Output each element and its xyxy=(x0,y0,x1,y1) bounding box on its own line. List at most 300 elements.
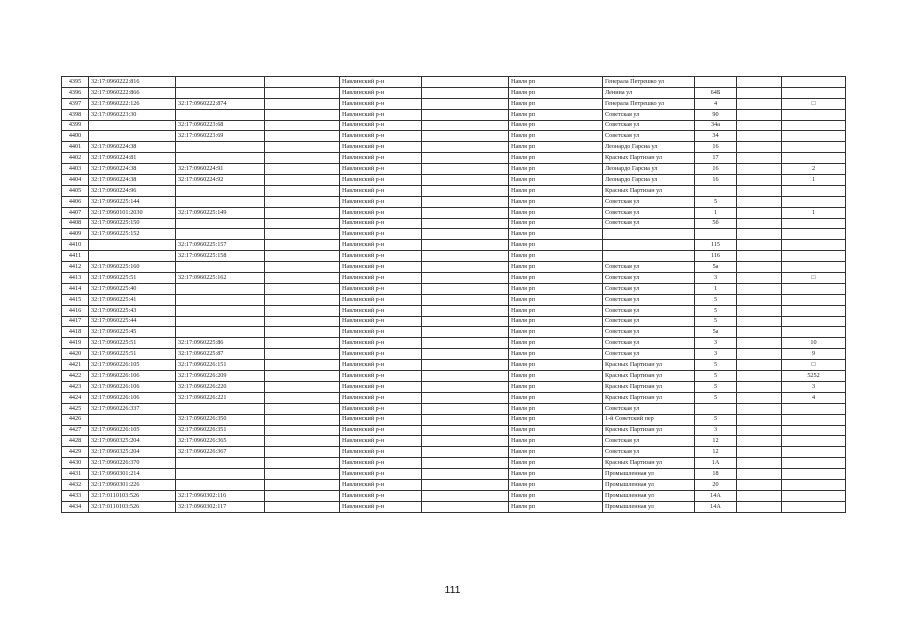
table-cell xyxy=(422,109,509,120)
table-cell xyxy=(176,229,265,240)
table-cell xyxy=(422,381,509,392)
table-cell xyxy=(737,469,782,480)
table-cell: Навля рп xyxy=(509,98,603,109)
table-cell xyxy=(176,469,265,480)
table-cell: 5 xyxy=(695,381,737,392)
table-cell xyxy=(737,87,782,98)
table-cell: 32:17:0960226:337 xyxy=(89,403,176,414)
table-cell: 4396 xyxy=(62,87,89,98)
table-cell xyxy=(422,316,509,327)
table-cell xyxy=(737,327,782,338)
table-cell xyxy=(782,458,846,469)
table-cell: 4400 xyxy=(62,131,89,142)
table-cell: Навлинский р-н xyxy=(340,196,422,207)
table-cell xyxy=(737,153,782,164)
table-cell: 4399 xyxy=(62,120,89,131)
table-cell: □ xyxy=(782,360,846,371)
table-cell: 4421 xyxy=(62,360,89,371)
table-cell: Навля рп xyxy=(509,479,603,490)
table-row xyxy=(62,479,846,490)
table-cell: Навлинский р-н xyxy=(340,153,422,164)
table-cell: 4407 xyxy=(62,207,89,218)
table-cell: 4402 xyxy=(62,153,89,164)
table-cell: 32:17:0960222:866 xyxy=(89,87,176,98)
table-cell: 32:17:0960223:68 xyxy=(176,120,265,131)
table-cell: Советская ул xyxy=(603,316,695,327)
table-row xyxy=(62,120,846,131)
table-cell: 4418 xyxy=(62,327,89,338)
table-cell xyxy=(422,153,509,164)
table-cell: 4417 xyxy=(62,316,89,327)
table-row xyxy=(62,196,846,207)
table-cell: 32:17:0960225:51 xyxy=(89,338,176,349)
table-cell xyxy=(782,77,846,88)
table-cell: 5 xyxy=(695,316,737,327)
table-cell: 32:17:0960224:96 xyxy=(89,185,176,196)
table-cell: Советская ул xyxy=(603,283,695,294)
table-cell xyxy=(782,436,846,447)
table-cell xyxy=(737,77,782,88)
table-cell: Навля рп xyxy=(509,87,603,98)
table-cell xyxy=(176,316,265,327)
table-cell xyxy=(782,294,846,305)
table-cell xyxy=(782,479,846,490)
table-cell xyxy=(782,305,846,316)
table-cell: Навлинский р-н xyxy=(340,349,422,360)
table-cell: 4404 xyxy=(62,175,89,186)
table-cell: 4409 xyxy=(62,229,89,240)
table-cell: Навлинский р-н xyxy=(340,109,422,120)
table-cell: Навля рп xyxy=(509,294,603,305)
table-cell: Советская ул xyxy=(603,218,695,229)
table-cell: 3 xyxy=(695,349,737,360)
table-cell xyxy=(737,316,782,327)
table-cell: 64Б xyxy=(695,87,737,98)
table-cell: 12 xyxy=(695,447,737,458)
table-row xyxy=(62,262,846,273)
table-cell xyxy=(737,196,782,207)
table-cell: Навлинский р-н xyxy=(340,436,422,447)
table-cell xyxy=(737,349,782,360)
table-cell: 32:17:0960101:2030 xyxy=(89,207,176,218)
table-cell: 4415 xyxy=(62,294,89,305)
table-cell xyxy=(422,262,509,273)
table-cell xyxy=(422,87,509,98)
table-cell: 32:17:0960226:105 xyxy=(89,360,176,371)
table-cell xyxy=(265,436,340,447)
table-cell xyxy=(265,240,340,251)
table-cell xyxy=(265,251,340,262)
table-cell xyxy=(422,490,509,501)
table-row xyxy=(62,294,846,305)
table-row xyxy=(62,447,846,458)
table-cell xyxy=(176,262,265,273)
table-cell xyxy=(737,175,782,186)
table-cell xyxy=(782,109,846,120)
table-cell xyxy=(422,283,509,294)
table-cell xyxy=(422,294,509,305)
table-cell: Навля рп xyxy=(509,392,603,403)
table-cell: Навлинский р-н xyxy=(340,403,422,414)
table-cell xyxy=(422,403,509,414)
table-cell: 3 xyxy=(695,273,737,284)
table-cell: 32:17:0960226:220 xyxy=(176,381,265,392)
page-number: 111 xyxy=(444,584,461,596)
table-row xyxy=(62,164,846,175)
table-cell: 5252 xyxy=(782,371,846,382)
table-cell xyxy=(422,164,509,175)
table-cell: 32:17:0960301:226 xyxy=(89,479,176,490)
table-cell xyxy=(176,142,265,153)
table-cell: Навля рп xyxy=(509,490,603,501)
table-cell: 4419 xyxy=(62,338,89,349)
table-cell xyxy=(265,142,340,153)
table-cell xyxy=(603,251,695,262)
table-cell xyxy=(782,327,846,338)
table-cell xyxy=(265,77,340,88)
table-cell xyxy=(422,305,509,316)
table-cell: Навлинский р-н xyxy=(340,458,422,469)
table-cell xyxy=(422,77,509,88)
table-cell xyxy=(737,305,782,316)
table-cell xyxy=(782,120,846,131)
table-cell xyxy=(782,218,846,229)
table-cell xyxy=(422,479,509,490)
table-cell: Советская ул xyxy=(603,305,695,316)
table-cell: Навля рп xyxy=(509,469,603,480)
table-row xyxy=(62,142,846,153)
table-cell: 4414 xyxy=(62,283,89,294)
table-cell xyxy=(265,207,340,218)
table-cell: 4405 xyxy=(62,185,89,196)
table-row xyxy=(62,131,846,142)
table-cell: Навля рп xyxy=(509,218,603,229)
table-cell xyxy=(737,164,782,175)
table-cell: Советская ул xyxy=(603,120,695,131)
table-cell xyxy=(422,273,509,284)
table-cell xyxy=(265,153,340,164)
table-cell xyxy=(782,262,846,273)
table-cell xyxy=(265,283,340,294)
table-cell: Красных Партизан ул xyxy=(603,381,695,392)
table-cell xyxy=(265,218,340,229)
table-cell: Промышленная ул xyxy=(603,479,695,490)
table-cell: 32:17:0960225:51 xyxy=(89,349,176,360)
table-cell xyxy=(265,185,340,196)
table-cell: 14А xyxy=(695,501,737,512)
table-cell: 32:17:0960223:69 xyxy=(176,131,265,142)
table-cell xyxy=(176,305,265,316)
table-cell: Красных Партизан ул xyxy=(603,458,695,469)
table-cell xyxy=(737,207,782,218)
table-cell: Навля рп xyxy=(509,403,603,414)
table-cell xyxy=(737,458,782,469)
table-cell: 32:17:0960225:157 xyxy=(176,240,265,251)
table-cell: 5 xyxy=(695,392,737,403)
table-cell xyxy=(176,218,265,229)
table-cell: 32:17:0960225:86 xyxy=(176,338,265,349)
table-cell: 32:17:0960302:117 xyxy=(176,501,265,512)
table-cell xyxy=(422,501,509,512)
table-cell: 32:17:0960224:38 xyxy=(89,142,176,153)
table-cell: 5б xyxy=(695,218,737,229)
table-cell xyxy=(265,175,340,186)
table-row xyxy=(62,381,846,392)
table-cell xyxy=(782,87,846,98)
table-cell: 4403 xyxy=(62,164,89,175)
table-cell: 32:17:0960225:41 xyxy=(89,294,176,305)
table-cell xyxy=(782,142,846,153)
table-cell: 5а xyxy=(695,262,737,273)
table-cell xyxy=(265,403,340,414)
table-cell xyxy=(265,338,340,349)
table-cell: Навлинский р-н xyxy=(340,218,422,229)
table-row xyxy=(62,218,846,229)
table-cell xyxy=(737,360,782,371)
table-cell: Советская ул xyxy=(603,273,695,284)
table-cell xyxy=(603,229,695,240)
table-cell: Навлинский р-н xyxy=(340,229,422,240)
table-cell xyxy=(737,425,782,436)
table-cell xyxy=(737,131,782,142)
table-cell xyxy=(176,185,265,196)
table-cell: Генерала Петрешко ул xyxy=(603,77,695,88)
table-cell xyxy=(782,447,846,458)
table-cell: Навлинский р-н xyxy=(340,273,422,284)
table-row xyxy=(62,490,846,501)
table-cell xyxy=(176,87,265,98)
table-cell: 32:17:0960225:152 xyxy=(89,229,176,240)
table-cell: Навля рп xyxy=(509,305,603,316)
table-cell xyxy=(737,403,782,414)
table-cell xyxy=(422,207,509,218)
table-row xyxy=(62,251,846,262)
table-cell: Навля рп xyxy=(509,283,603,294)
table-cell: 5 xyxy=(695,294,737,305)
table-cell xyxy=(422,392,509,403)
table-cell: Красных Партизан ул xyxy=(603,185,695,196)
table-cell: 10 xyxy=(782,338,846,349)
table-cell: 32:17:0960225:158 xyxy=(176,251,265,262)
table-cell: 32:17:0960224:92 xyxy=(176,175,265,186)
table-cell: 32:17:0960223:30 xyxy=(89,109,176,120)
table-cell: Советская ул xyxy=(603,436,695,447)
table-cell: Красных Партизан ул xyxy=(603,425,695,436)
table-cell: Промышленная ул xyxy=(603,490,695,501)
table-cell: Навлинский р-н xyxy=(340,305,422,316)
table-cell xyxy=(89,240,176,251)
table-cell xyxy=(422,175,509,186)
table-cell: 32:17:0960325:204 xyxy=(89,447,176,458)
table-cell: 3 xyxy=(695,338,737,349)
table-cell: Навля рп xyxy=(509,196,603,207)
table-cell xyxy=(265,327,340,338)
table-cell: 16 xyxy=(695,142,737,153)
table-cell xyxy=(737,229,782,240)
table-cell: 5 xyxy=(695,305,737,316)
table-cell: 32:17:0960226:106 xyxy=(89,381,176,392)
table-cell xyxy=(737,273,782,284)
table-cell: 32:17:0960226:151 xyxy=(176,360,265,371)
table-cell: 3 xyxy=(782,381,846,392)
table-cell: Советская ул xyxy=(603,109,695,120)
table-cell xyxy=(422,469,509,480)
table-cell: 32:17:0960225:45 xyxy=(89,327,176,338)
table-cell: 16 xyxy=(695,175,737,186)
table-row xyxy=(62,414,846,425)
table-cell: Промышленная ул xyxy=(603,501,695,512)
table-row xyxy=(62,185,846,196)
table-cell: 1-й Советский пер xyxy=(603,414,695,425)
table-cell: 3 xyxy=(695,425,737,436)
table-row xyxy=(62,425,846,436)
table-row xyxy=(62,305,846,316)
table-cell xyxy=(737,142,782,153)
table-cell xyxy=(265,164,340,175)
table-cell: Навлинский р-н xyxy=(340,164,422,175)
table-cell: 4397 xyxy=(62,98,89,109)
table-row xyxy=(62,283,846,294)
table-row xyxy=(62,327,846,338)
table-cell: Навля рп xyxy=(509,501,603,512)
table-cell: 4416 xyxy=(62,305,89,316)
table-cell: Навля рп xyxy=(509,131,603,142)
table-cell: □ xyxy=(782,273,846,284)
table-cell: Навлинский р-н xyxy=(340,131,422,142)
table-cell: 5а xyxy=(695,327,737,338)
table-cell: 12 xyxy=(695,436,737,447)
table-cell: Навля рп xyxy=(509,77,603,88)
table-cell: Красных Партизан ул xyxy=(603,371,695,382)
table-cell: 4425 xyxy=(62,403,89,414)
table-cell: 4431 xyxy=(62,469,89,480)
table-cell: Навлинский р-н xyxy=(340,490,422,501)
table-cell: Ленина ул xyxy=(603,87,695,98)
table-cell xyxy=(422,142,509,153)
table-cell: 32:17:0960226:367 xyxy=(176,447,265,458)
table-cell xyxy=(265,262,340,273)
table-cell xyxy=(695,185,737,196)
table-cell xyxy=(422,414,509,425)
table-cell xyxy=(422,98,509,109)
table-cell xyxy=(265,371,340,382)
table-cell xyxy=(265,479,340,490)
table-cell: 4433 xyxy=(62,490,89,501)
table-cell xyxy=(265,360,340,371)
table-cell: Навля рп xyxy=(509,207,603,218)
table-cell: Навлинский р-н xyxy=(340,120,422,131)
table-cell: Советская ул xyxy=(603,338,695,349)
property-register-table xyxy=(61,76,846,513)
table-cell xyxy=(265,316,340,327)
table-cell: Навля рп xyxy=(509,371,603,382)
table-cell: 4424 xyxy=(62,392,89,403)
table-cell xyxy=(422,131,509,142)
table-cell: 32:17:0960224:91 xyxy=(176,164,265,175)
table-cell xyxy=(176,283,265,294)
table-cell: 32:17:0960225:40 xyxy=(89,283,176,294)
table-cell xyxy=(737,479,782,490)
table-cell: Леонардо Гарсиа ул xyxy=(603,175,695,186)
table-cell xyxy=(737,185,782,196)
table-cell xyxy=(422,371,509,382)
table-cell xyxy=(737,98,782,109)
table-cell: Навлинский р-н xyxy=(340,371,422,382)
table-cell xyxy=(737,490,782,501)
table-cell xyxy=(422,240,509,251)
table-row xyxy=(62,273,846,284)
table-row xyxy=(62,229,846,240)
table-cell: Навлинский р-н xyxy=(340,479,422,490)
table-row xyxy=(62,360,846,371)
table-cell xyxy=(737,240,782,251)
table-cell: 32:17:0110103:526 xyxy=(89,490,176,501)
table-cell: Навля рп xyxy=(509,273,603,284)
table-cell: Советская ул xyxy=(603,327,695,338)
table-cell: Навля рп xyxy=(509,458,603,469)
table-cell: Навлинский р-н xyxy=(340,87,422,98)
table-cell: Навлинский р-н xyxy=(340,316,422,327)
table-cell: Промышленная ул xyxy=(603,469,695,480)
table-cell: 4395 xyxy=(62,77,89,88)
table-cell xyxy=(176,458,265,469)
table-cell: 4422 xyxy=(62,371,89,382)
table-cell xyxy=(603,240,695,251)
table-cell xyxy=(265,501,340,512)
table-cell xyxy=(176,294,265,305)
table-cell: 32:17:0960225:87 xyxy=(176,349,265,360)
table-cell xyxy=(176,153,265,164)
table-cell: 32:17:0960224:38 xyxy=(89,164,176,175)
table-cell: 4430 xyxy=(62,458,89,469)
table-row xyxy=(62,207,846,218)
table-cell: Навля рп xyxy=(509,447,603,458)
table-row xyxy=(62,98,846,109)
table-cell xyxy=(737,414,782,425)
table-cell: Генерала Петрешко ул xyxy=(603,98,695,109)
table-cell: Навлинский р-н xyxy=(340,98,422,109)
table-row xyxy=(62,371,846,382)
table-cell: 32:17:0960222:126 xyxy=(89,98,176,109)
table-cell xyxy=(265,98,340,109)
table-cell: 5 xyxy=(695,360,737,371)
table-cell: Советская ул xyxy=(603,403,695,414)
table-cell: Навлинский р-н xyxy=(340,294,422,305)
table-cell xyxy=(737,381,782,392)
table-cell xyxy=(176,403,265,414)
table-cell: 5 xyxy=(695,371,737,382)
table-cell xyxy=(176,109,265,120)
table-cell xyxy=(737,501,782,512)
table-cell xyxy=(265,196,340,207)
table-row xyxy=(62,338,846,349)
table-cell xyxy=(737,109,782,120)
table-cell: 1 xyxy=(782,207,846,218)
table-cell xyxy=(265,447,340,458)
table-row xyxy=(62,77,846,88)
table-cell: Советская ул xyxy=(603,294,695,305)
table-cell: 20 xyxy=(695,479,737,490)
table-cell xyxy=(89,251,176,262)
table-cell: Навля рп xyxy=(509,164,603,175)
table-cell: Навлинский р-н xyxy=(340,338,422,349)
table-cell: 17 xyxy=(695,153,737,164)
table-cell xyxy=(176,196,265,207)
table-cell xyxy=(737,436,782,447)
table-cell xyxy=(737,392,782,403)
table-cell: Навлинский р-н xyxy=(340,469,422,480)
table-cell: 32:17:0960225:43 xyxy=(89,305,176,316)
